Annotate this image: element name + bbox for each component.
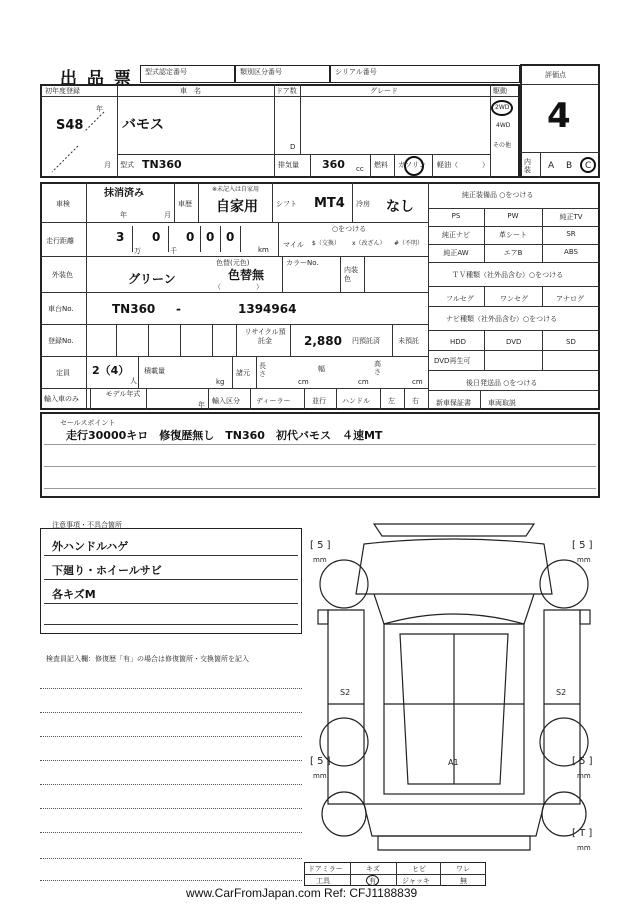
score-label: 評価点 (545, 71, 566, 79)
year-char: 年 (96, 105, 103, 113)
cc-unit: cc (356, 165, 364, 173)
import-type-label: 輸入区分 (212, 397, 240, 405)
usage-note: ※未記入は自家用 (212, 186, 260, 193)
model-cert-label: 型式認定番号 (145, 68, 187, 76)
category-box (235, 65, 330, 83)
meter-opt-exchange: $（交換） (312, 240, 340, 247)
repaint-paren: （ ） (214, 283, 263, 291)
tv-analog: アナログ (556, 295, 584, 303)
drive-circle (491, 100, 513, 116)
genuine-equipment-item: 革シート (499, 231, 527, 239)
legend-jack-no: 無 (460, 877, 467, 885)
dvd-label: DVD再生可 (434, 357, 471, 365)
mm-unit: mm (313, 772, 327, 780)
shift-value: MT4 (314, 196, 345, 211)
interior-c: C (585, 161, 592, 171)
score-value: 4 (547, 96, 571, 136)
import-dealer: ディーラー (256, 397, 291, 405)
damage-mark-a1: A1 (448, 758, 459, 767)
genuine-equipment-item: 純正ナビ (442, 231, 470, 239)
legend-header: ドアミラー (308, 865, 343, 873)
nav-title: ナビ種類（社外品含む）○をつける (446, 315, 558, 323)
chassis-number: 1394964 (238, 302, 297, 316)
legend-tools: 工具 (316, 877, 330, 885)
post-manual: 車両取説 (488, 399, 516, 407)
recycle-value: 2,880 (304, 334, 342, 348)
sales-point-box (40, 412, 600, 498)
handle-label: ハンドル (342, 397, 370, 405)
genuine-equipment-item: 純正AW (443, 249, 469, 257)
person-unit: 人 (130, 377, 137, 385)
kg-unit: kg (216, 378, 225, 386)
inspection-label: 車検 (56, 200, 70, 208)
interior-b: B (566, 161, 573, 171)
drive-2wd: 2WD (495, 104, 510, 111)
chassis-dash: - (176, 302, 181, 316)
repaint-value: 色替無 (228, 268, 265, 282)
drive-other: その他 (493, 142, 512, 149)
sen-unit: 千 (170, 247, 177, 255)
door-d: D (290, 143, 296, 151)
post-title: 後日発送品 ○をつける (466, 379, 538, 387)
color-value: グリーン (128, 272, 176, 286)
dims-label: 諸元 (236, 369, 250, 377)
first-reg-label: 初年度登録 (45, 87, 80, 95)
meter-opt-tamper: x（改ざん） (352, 240, 386, 247)
usage-label: 車歴 (178, 200, 192, 208)
import-label: 輸入車のみ (44, 395, 79, 403)
dims-width: 幅 (318, 365, 325, 373)
serial-label: シリアル番号 (335, 68, 377, 76)
repaint-label: 色替(元色) (216, 259, 250, 267)
interior-a: A (548, 161, 555, 171)
genuine-equipment-item: ABS (564, 248, 578, 256)
drive-4wd: 4WD (496, 122, 511, 129)
inspector-label: 検査員記入欄：修復歴「有」の場合は修復箇所・交換箇所を記入 (46, 655, 249, 663)
mileage-digit: 0 (206, 230, 215, 244)
drive-label: 駆動 (493, 87, 507, 95)
genuine-equipment-item: PW (507, 212, 519, 220)
inspection-value: 抹消済み (104, 188, 144, 199)
dims-height: 高さ (374, 360, 381, 376)
import-parallel: 並行 (312, 397, 326, 405)
regno-label: 登録No. (48, 337, 74, 345)
capacity-value: 2（4） (92, 364, 130, 377)
genuine-title: 純正装備品 ○をつける (462, 191, 534, 199)
model-cert-box (140, 65, 235, 83)
fuel-label: 燃料 (374, 161, 388, 169)
first-reg-value: S48 (56, 118, 84, 133)
interior-circle (580, 157, 596, 173)
color-label: 外装色 (52, 271, 73, 279)
model-label: 型式 (120, 161, 134, 169)
cm-unit: cm (358, 378, 369, 386)
dims-length: 長さ (259, 362, 266, 378)
car-name-label: 車 名 (180, 87, 201, 95)
mileage-label: 走行距離 (46, 237, 74, 245)
model-year-unit: 年 (198, 401, 205, 409)
mileage-digit: 3 (116, 230, 125, 244)
displacement-label: 排気量 (278, 161, 299, 169)
mm-unit: mm (577, 556, 591, 564)
legend-circle (366, 875, 379, 886)
paren-close: ） (482, 161, 489, 169)
serial-box (330, 65, 520, 83)
ac-value: なし (386, 199, 414, 215)
note-item: 各キズM (52, 588, 96, 601)
slash-lines (48, 110, 108, 174)
mm-unit: mm (577, 844, 591, 852)
note-item: 外ハンドルハゲ (52, 540, 129, 553)
mileage-digit: 0 (186, 230, 195, 244)
recycle-unpaid: 未預託 (398, 337, 419, 345)
genuine-equipment-item: 純正TV (559, 213, 583, 221)
month-char: 月 (104, 161, 111, 169)
nav-hdd: HDD (450, 338, 467, 346)
model-year-label: モデル年式 (105, 390, 141, 398)
cm-unit: cm (298, 378, 309, 386)
km-unit: km (258, 246, 269, 254)
tire-mm-rl: [ 5 ] (310, 756, 331, 767)
tire-mm-fl: [ 5 ] (310, 540, 331, 551)
model-value: TN360 (142, 158, 182, 171)
interior-label: 内装 (524, 158, 531, 174)
fuel-gas: ガソリン (398, 161, 426, 169)
genuine-equipment-item: SR (566, 230, 576, 238)
legend-header: ワレ (456, 865, 470, 873)
interior-color-label: 内装色 (344, 266, 358, 283)
tire-mm-rr: [ 5 ] (572, 756, 593, 767)
tire-spare: [ T ] (572, 828, 593, 839)
mileage-digit: 0 (226, 230, 235, 244)
doors-label: ドア数 (276, 87, 297, 95)
color-no-label: カラーNo. (286, 259, 319, 267)
meter-label: マイル (283, 241, 304, 249)
shift-label: シフト (276, 200, 297, 208)
mm-unit: mm (577, 772, 591, 780)
cm-unit: cm (412, 378, 423, 386)
recycle-label: リサイクル預託金 (244, 328, 286, 345)
chassis-prefix: TN360 (112, 302, 156, 316)
grade-label: グレード (370, 87, 398, 95)
post-warranty: 新車保証書 (436, 399, 471, 407)
ac-label: 冷房 (356, 200, 370, 208)
mileage-digit: 0 (152, 230, 161, 244)
displacement-value: 360 (322, 158, 345, 171)
man-unit: 万 (134, 247, 141, 255)
load-label: 積載量 (144, 367, 165, 375)
legend-jack: ジャッキ (402, 877, 430, 885)
form-title: 出 品 票 (60, 69, 133, 89)
legend-header: ヒビ (412, 865, 426, 873)
damage-mark-s2-left: S2 (340, 688, 351, 697)
tv-title: ＴＶ種類（社外品含む）○をつける (452, 271, 564, 279)
fuel-circle (404, 156, 424, 176)
capacity-label: 定員 (56, 369, 70, 377)
damage-mark-s2-right: S2 (556, 688, 567, 697)
tv-fullseg: フルセグ (446, 295, 474, 303)
footer-ref: www.CarFromJapan.com Ref: CFJ1188839 (186, 886, 418, 900)
legend-tools-yes: 有 (369, 877, 376, 885)
mm-unit: mm (313, 556, 327, 564)
fuel-diesel: 軽油（ (437, 161, 458, 169)
chassis-label: 車台No. (48, 305, 74, 313)
recycle-paid: 円預託済 (352, 337, 380, 345)
sales-text: 走行30000キロ 修復歴無し TN360 初代バモス ４速MT (66, 429, 383, 442)
inspection-month: 月 (164, 211, 171, 219)
tv-oneseg: ワンセグ (500, 295, 528, 303)
notes-label: 注意事項・不具合箇所 (52, 521, 122, 529)
meter-marks: ○をつける (332, 225, 367, 233)
inspection-year: 年 (120, 211, 127, 219)
nav-sd: SD (566, 338, 576, 346)
meter-opt-unknown: #（不明） (394, 240, 424, 247)
legend-header: キズ (366, 865, 380, 873)
nav-dvd: DVD (506, 338, 522, 346)
car-name-value: バモス (122, 117, 164, 133)
handle-right: 右 (412, 397, 419, 405)
note-item: 下廻り・ホイールサビ (52, 564, 162, 577)
usage-value: 自家用 (216, 199, 258, 215)
sales-label: セールスポイント (60, 419, 116, 427)
genuine-equipment-item: エアB (503, 249, 523, 257)
tire-mm-fr: [ 5 ] (572, 540, 593, 551)
category-label: 類別区分番号 (240, 68, 282, 76)
handle-left: 左 (388, 397, 395, 405)
genuine-equipment-item: PS (451, 212, 461, 220)
